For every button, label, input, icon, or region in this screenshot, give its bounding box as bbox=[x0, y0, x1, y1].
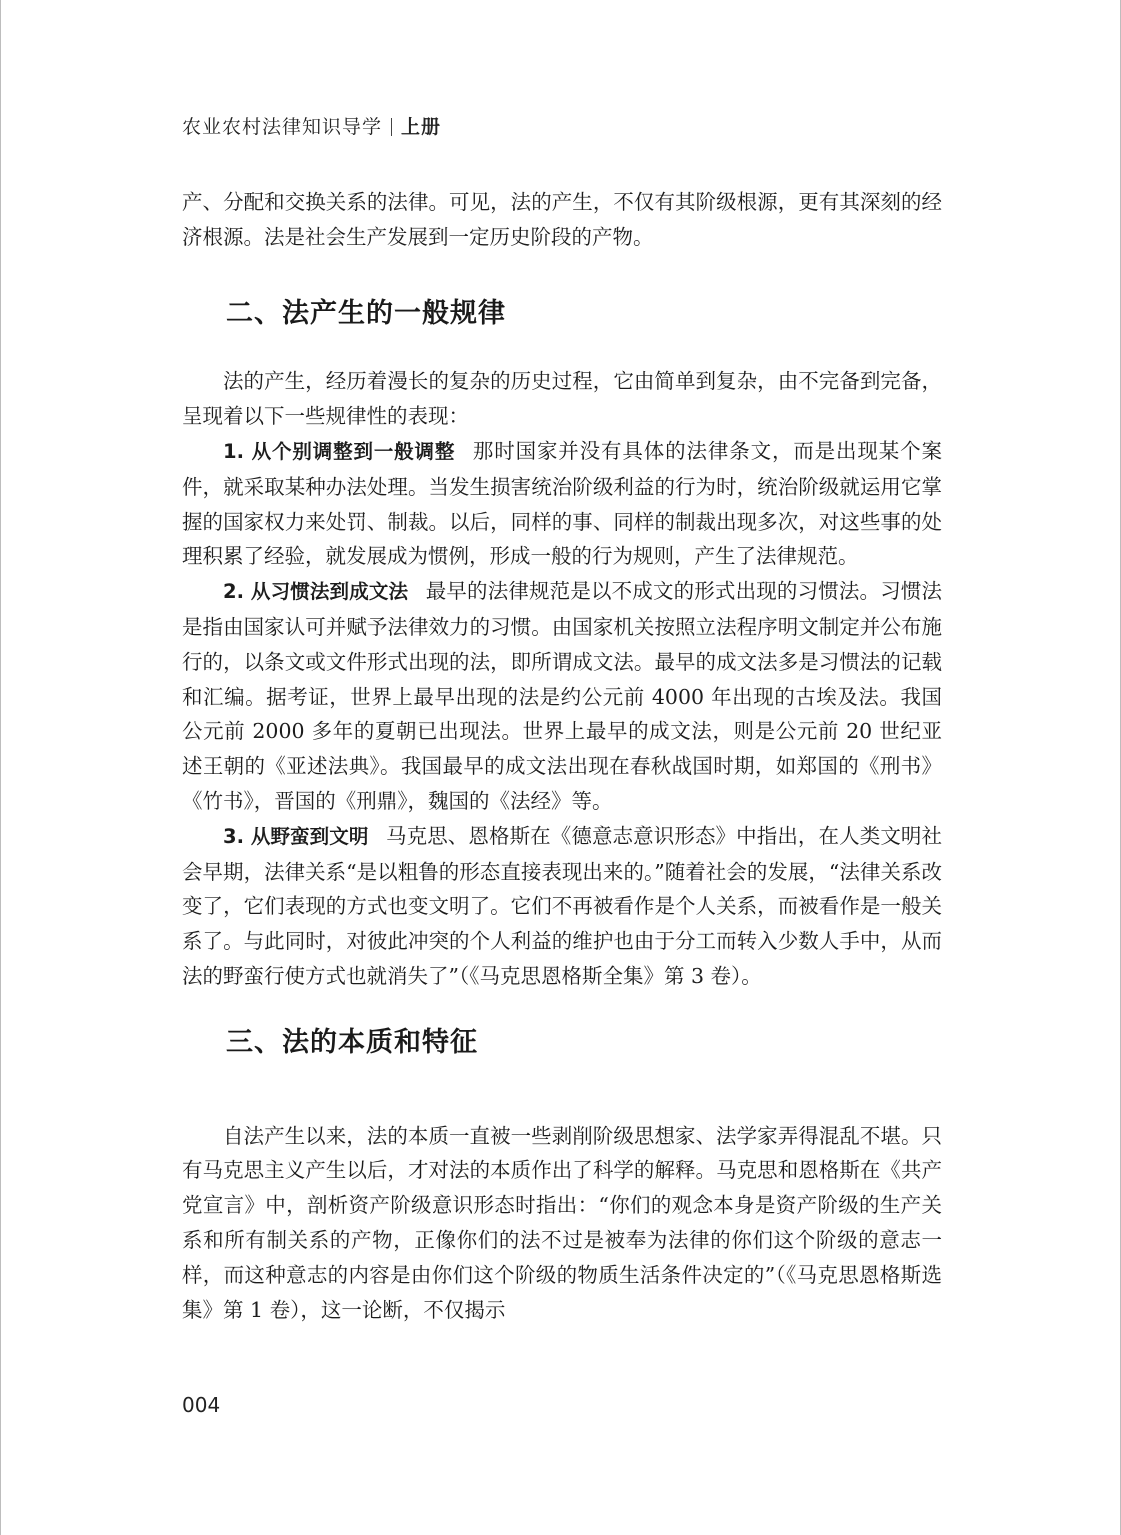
list-item-2-term: 2. 从习惯法到成文法 bbox=[223, 580, 409, 604]
section-heading-3: 三、法的本质和特征 bbox=[226, 1026, 478, 1058]
paragraph-continuation: 产、分配和交换关系的法律。可见，法的产生，不仅有其阶级根源，更有其深刻的经济根源。法是社会生产发展到一定历史阶段的产物。 bbox=[182, 190, 942, 249]
running-header bbox=[182, 112, 441, 139]
header-divider bbox=[391, 118, 392, 136]
list-item-2 bbox=[182, 574, 942, 819]
list-item-3 bbox=[182, 819, 942, 994]
list-item-1-term: 1. 从个别调整到一般调整 bbox=[223, 439, 456, 463]
list-item-3-term: 3. 从野蛮到文明 bbox=[223, 824, 369, 848]
list-item-1-text: 那时国家并没有具体的法律条文，而是出现某个案件，就采取某种办法处理。当发生损害统治阶级利益的行为时，统治阶级就运用它掌握的国家权力来处罚、制裁。以后，同样的事、同样的制裁出现多次，对这些事的处理积累了经验，就发展成为惯例，形成一般的行为规则，产生了法律规范。 bbox=[182, 438, 943, 569]
page-number: 004 bbox=[182, 1393, 221, 1417]
paragraph-intro: 法的产生，经历着漫长的复杂的历史过程，它由简单到复杂，由不完备到完备，呈现着以下一些规律性的表现： bbox=[182, 369, 942, 429]
section-heading-2: 二、法产生的一般规律 bbox=[226, 297, 506, 329]
page-body bbox=[182, 185, 942, 1327]
list-item-1 bbox=[182, 434, 942, 574]
paragraph-essence: 自法产生以来，法的本质一直被一些剥削阶级思想家、法学家弄得混乱不堪。只有马克思主义产生以后，才对法的本质作出了科学的解释。马克思和恩格斯在《共产党宣言》中，剖析资产阶级意识形态时指出：“你们的观念本身是资产阶级的生产关系和所有制关系的产物，正像你们的法不过是被奉为法律的你们这个阶级的意志一样，而这种意志的内容是由你们这个阶级的物质生活条件决定的”（《马克思恩格斯选集》第 1 卷），这一论断，不仅揭示 bbox=[182, 1123, 942, 1322]
book-title: 农业农村法律知识导学 bbox=[182, 116, 383, 138]
list-item-3-text: 马克思、恩格斯在《德意志意识形态》中指出，在人类文明社会早期，法律关系“是以粗鲁的形态直接表现出来的。”随着社会的发展，“法律关系改变了，它们表现的方式也变文明了。它们不再被看作是个人关系，而被看作是一般关系了。与此同时，对彼此冲突的个人利益的维护也由于分工而转入少数人手中，从而法的野蛮行使方式也就消失了”（《马克思恩格斯全集》第 3 卷）。 bbox=[182, 823, 943, 988]
volume-label: 上册 bbox=[401, 116, 442, 138]
list-item-2-text: 最早的法律规范是以不成文的形式出现的习惯法。习惯法是指由国家认可并赋予法律效力的习惯。由国家机关按照立法程序明文制定并公布施行的，以条文或文件形式出现的法，即所谓成文法。最早的成文法多是习惯法的记载和汇编。据考证，世界上最早出现的法是约公元前 4000 年出现的古埃及法。我国公元前 2000 多年的夏朝已出现法。世界上最早的成文法，则是公元前 20 世纪亚述王朝的《亚述法典》。我国最早的成文法出现在春秋战国时期，如郑国的《刑书》《竹书》，晋国的《刑鼎》，魏国的《法经》等。 bbox=[182, 579, 943, 813]
